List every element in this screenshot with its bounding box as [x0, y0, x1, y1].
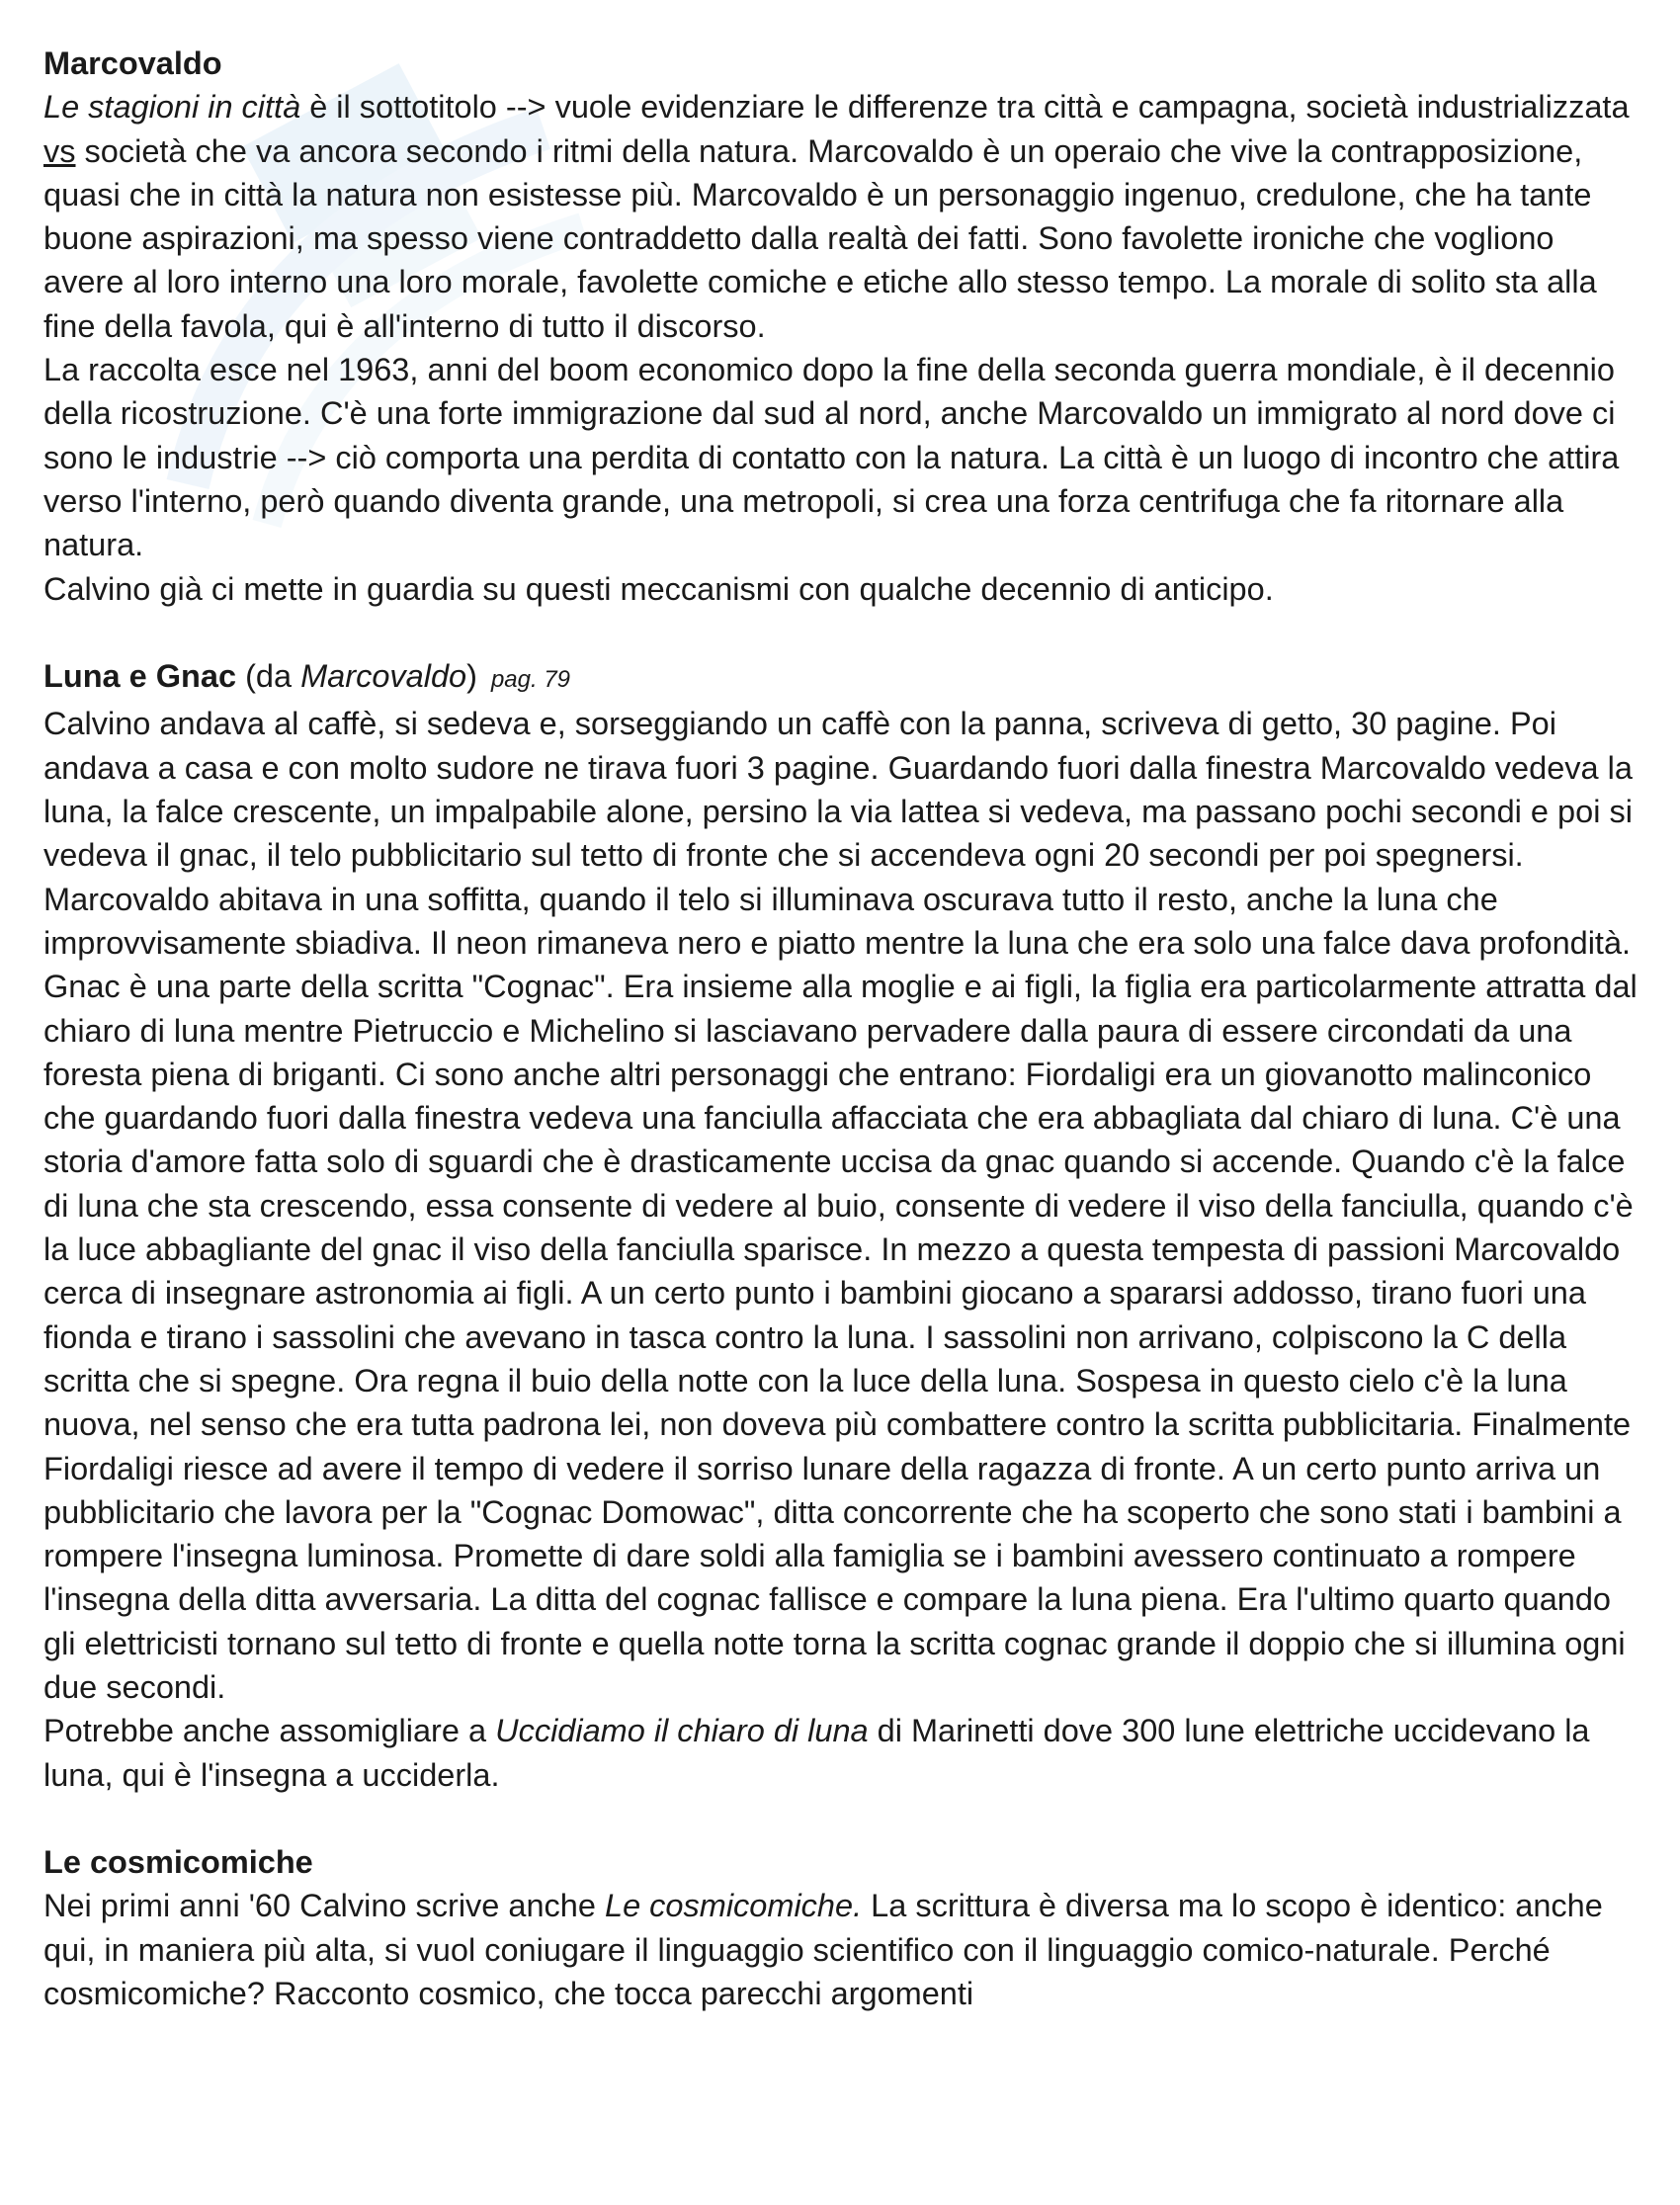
section-heading-line [43, 42, 1640, 85]
section-heading-line [43, 654, 1640, 702]
paragraph [43, 702, 1640, 1709]
text-run: Calvino già ci mette in guardia su questi meccanismi con qualche decennio di anticipo. [43, 570, 1274, 607]
text-run: è il sottotitolo --> vuole evidenziare le differenze tra città e campagna, società industrializzata [300, 89, 1630, 126]
text-run: Potrebbe anche assomigliare a [43, 1713, 496, 1749]
section-heading: Marcovaldo [43, 45, 222, 81]
page-reference: pag. 79 [490, 666, 571, 694]
text-run: società che va ancora secondo i ritmi della natura. Marcovaldo è un operaio che vive la contrapposizione, quasi che in città la natura non esistesse più. Marcovaldo è un personaggio ingenuo, credulone, che ha tante buone aspirazioni, ma spesso viene contraddetto dalla realtà dei fatti. Sono favolette ironiche che vogliono avere al loro interno una loro morale, favolette comiche e etiche allo stesso tempo. La morale di solito sta alla fine della favola, qui è all'interno di tutto il discorso. [43, 132, 1597, 344]
paragraph [43, 1709, 1640, 1797]
paragraph [43, 1884, 1640, 2015]
italic-text: Le cosmicomiche. [605, 1888, 863, 1924]
italic-text: Uccidiamo il chiaro di luna [495, 1713, 869, 1749]
text-run: Nei primi anni '60 Calvino scrive anche [43, 1888, 605, 1924]
text-run: (da [236, 658, 301, 695]
text-run: La scrittura è diversa ma lo scopo è identico: anche qui, in maniera più alta, si vuol coniugare il linguaggio scientifico con il linguaggio comico-naturale. Perché cosmicomiche? Racconto cosmico, che tocca parecchi argomenti [43, 1888, 1603, 2012]
italic-text: Le stagioni in città [43, 89, 301, 126]
text-run: ) [466, 658, 477, 695]
section-heading: Le cosmicomiche [43, 1844, 313, 1881]
text-run: La raccolta esce nel 1963, anni del boom economico dopo la fine della seconda guerra mondiale, è il decennio della ricostruzione. C'è una forte immigrazione dal sud al nord, anche Marcovaldo un immigrato al nord dove ci sono le industrie --> ciò comporta una perdita di contatto con la natura. La città è un luogo di incontro che attira verso l'interno, però quando diventa grande, una metropoli, si crea una forza centrifuga che fa ritornare alla natura. [43, 352, 1620, 563]
section [43, 42, 1640, 611]
paragraph [43, 85, 1640, 348]
section-heading-line [43, 1840, 1640, 1884]
italic-text: Marcovaldo [300, 658, 467, 695]
section-heading: Luna e Gnac [43, 658, 237, 695]
text-run: Calvino andava al caffè, si sedeva e, sorseggiando un caffè con la panna, scriveva di getto, 30 pagine. Poi andava a casa e con molto sudore ne tirava fuori 3 pagine. Guardando fuori dalla finestra Marcovaldo vedeva la luna, la falce crescente, un impalpabile alone, persino la via lattea si vedeva, ma passano pochi secondi e poi si vedeva il gnac, il telo pubblicitario sul tetto di fronte che si accendeva ogni 20 secondi per poi spegnersi. Marcovaldo abitava in una soffitta, quando il telo si illuminava oscurava tutto il resto, anche la luna che improvvisamente sbiadiva. Il neon rimaneva nero e piatto mentre la luna che era solo una falce dava profondità. Gnac è una parte della scritta "Cognac". Era insieme alla moglie e ai figli, la figlia era particolarmente attratta dal chiaro di luna mentre Pietruccio e Michelino si lasciavano pervadere dalla paura di essere circondati da una foresta piena di briganti. Ci sono anche altri personaggi che entrano: Fiordaligi era un giovanotto malinconico che guardando fuori dalla finestra vedeva una fanciulla affacciata che era abbagliata dal chiaro di luna. C'è una storia d'amore fatta solo di sguardi che è drasticamente uccisa da gnac quando si accende. Quando c'è la falce di luna che sta crescendo, essa consente di vedere al buio, consente di vedere il viso della fanciulla, quando c'è la luce abbagliante del gnac il viso della fanciulla sparisce. In mezzo a questa tempesta di passioni Marcovaldo cerca di insegnare astronomia ai figli. A un certo punto i bambini giocano a spararsi addosso, tirano fuori una fionda e tirano i sassolini che avevano in tasca contro la luna. I sassolini non arrivano, colpiscono la C della scritta che si spegne. Ora regna il buio della notte con la luce della luna. Sospesa in questo cielo c'è la luna nuova, nel senso che era tutta padrona lei, non doveva più combattere contro la scritta pubblicitaria. Finalmente Fiordaligi riesce ad avere il tempo di vedere il sorriso lunare della ragazza di fronte. A un certo punto arriva un pubblicitario che lavora per la "Cognac Domowac", ditta concorrente che ha scoperto che sono stati i bambini a rompere l'insegna luminosa. Promette di dare soldi alla famiglia se i bambini avessero continuato a rompere l'insegna della ditta avversaria. La ditta del cognac fallisce e compare la luna piena. Era l'ultimo quarto quando gli elettricisti tornano sul tetto di fronte e quella notte torna la scritta cognac grande il doppio che si illumina ogni due secondi. [43, 706, 1638, 1705]
text-run: di Marinetti dove 300 lune elettriche uccidevano la luna, qui è l'insegna a ucciderla. [43, 1713, 1590, 1793]
section [43, 1840, 1640, 2015]
underlined-text: vs [43, 132, 76, 169]
paragraph [43, 348, 1640, 566]
paragraph [43, 567, 1640, 611]
document-body [43, 42, 1640, 2015]
section [43, 654, 1640, 1797]
